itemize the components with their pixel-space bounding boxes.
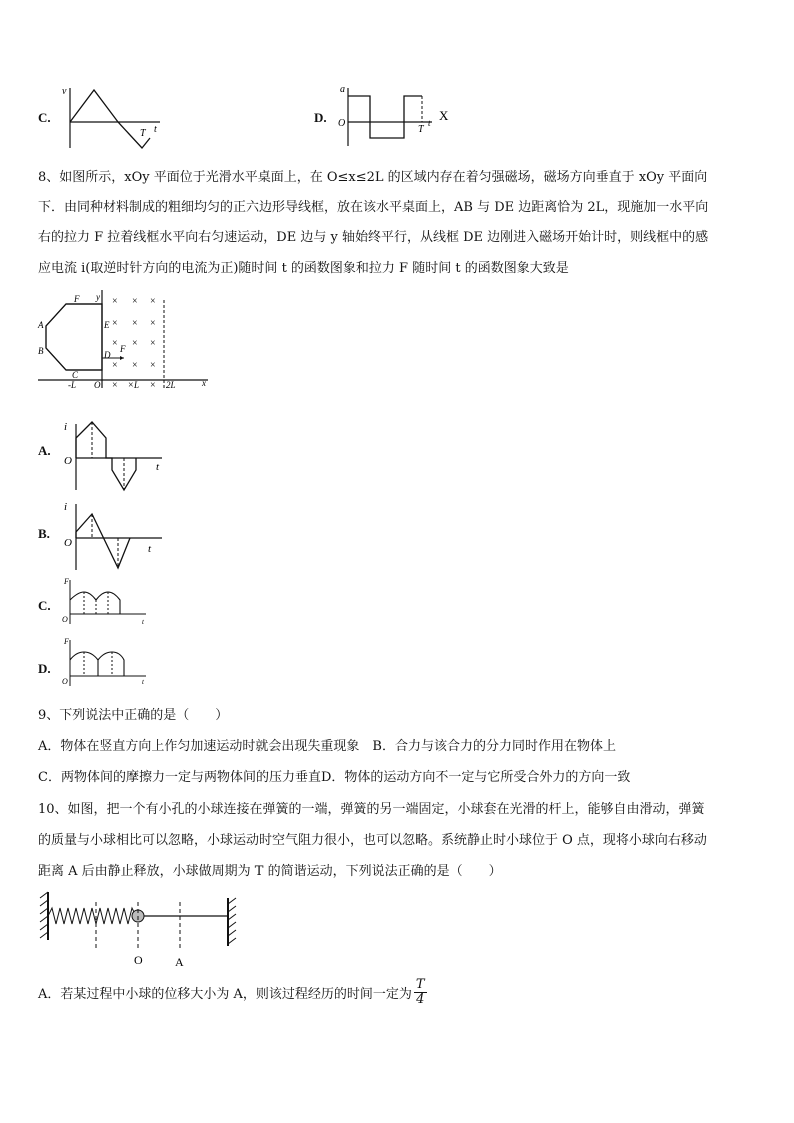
q10-option-a xyxy=(38,977,427,1009)
svg-text:×: × xyxy=(132,318,138,329)
q7c-x-axis-label: t xyxy=(154,124,157,135)
q9-options-row-2: C．两物体间的摩擦力一定与两物体间的压力垂直D．物体的运动方向不一定与它所受合外力的方向一致 xyxy=(38,770,631,785)
svg-text:×: × xyxy=(132,296,138,307)
q8-stem-line-1: 8、如图所示，xOy 平面位于光滑水平桌面上，在 O≤x≤2L 的区域内存在着匀强磁场，磁场方向垂直于 xOy 平面向 xyxy=(38,170,708,185)
svg-text:t: t xyxy=(156,461,160,473)
q8-option-b-label: B. xyxy=(38,526,50,541)
q7d-x-axis-label: t xyxy=(428,118,431,128)
svg-text:y: y xyxy=(96,292,100,302)
svg-text:×: × xyxy=(150,380,156,391)
svg-text:F: F xyxy=(64,577,69,586)
svg-text:F: F xyxy=(74,294,80,304)
q10-label-o: O xyxy=(134,953,143,967)
q8-option-d-graph xyxy=(58,636,158,690)
q8-stem-line-3: 右的拉力 F 拉着线框水平向右匀速运动，DE 边与 y 轴始终平行，从线框 DE 边刚进入磁场开始计时，则线框中的感 xyxy=(38,230,709,245)
svg-text:F: F xyxy=(120,344,126,354)
svg-text:O: O xyxy=(62,615,68,624)
svg-text:×: × xyxy=(112,318,118,329)
svg-text:×: × xyxy=(112,360,118,371)
q8-option-d-label: D. xyxy=(38,661,51,676)
q7d-origin-label: O xyxy=(338,118,346,129)
q7-graph-c xyxy=(60,82,170,154)
q8-option-b-graph xyxy=(58,498,170,574)
q10-label-a: A xyxy=(175,955,184,968)
q7c-t-mark: T xyxy=(140,128,146,139)
q7-graph-d xyxy=(336,80,456,152)
svg-text:×: × xyxy=(150,318,156,329)
svg-text:-L: -L xyxy=(68,380,77,390)
q10-stem-line-3: 距离 A 后由静止释放，小球做周期为 T 的简谐运动，下列说法正确的是（ ） xyxy=(38,864,502,879)
q8-option-c-label: C. xyxy=(38,598,51,613)
svg-text:L: L xyxy=(134,380,140,390)
q10-option-a-fraction: $\frac{T}{4}$ xyxy=(415,977,425,1007)
svg-text:t: t xyxy=(142,618,144,626)
q10-option-a-text: A．若某过程中小球的位移大小为 A，则该过程经历的时间一定为 xyxy=(38,987,412,1002)
q8-stem-line-4: 应电流 i(取逆时针方向的电流为正)随时间 t 的函数图象和拉力 F 随时间 t 的函数图象大致是 xyxy=(38,261,569,276)
q10-stem-line-1: 10、如图，把一个有小孔的小球连接在弹簧的一端，弹簧的另一端固定，小球套在光滑的杆上，能够自由滑动，弹簧 xyxy=(38,802,705,817)
svg-text:D: D xyxy=(104,350,111,360)
svg-text:x: x xyxy=(202,378,206,388)
q7d-extra-mark: X xyxy=(439,108,449,123)
svg-text:A: A xyxy=(38,320,44,330)
svg-text:C: C xyxy=(72,370,79,380)
q8-option-c-graph xyxy=(58,576,158,628)
q10-spring-figure xyxy=(38,888,248,968)
q7d-t-mark: T xyxy=(418,124,424,135)
svg-text:t: t xyxy=(148,543,152,555)
svg-text:i: i xyxy=(64,501,68,513)
q7d-y-axis-label: a xyxy=(340,84,345,95)
q8-hexagon-field-figure xyxy=(36,290,216,392)
q7-option-c-label: C. xyxy=(38,110,51,125)
svg-text:×: × xyxy=(150,360,156,371)
q8-option-a-label: A. xyxy=(38,443,51,458)
svg-text:×: × xyxy=(150,338,156,349)
svg-text:×: × xyxy=(112,380,118,391)
q10-stem-line-2: 的质量与小球相比可以忽略，小球运动时空气阻力很小，也可以忽略。系统静止时小球位于 O 点，现将小球向右移动 xyxy=(38,833,707,848)
svg-text:O: O xyxy=(94,380,101,390)
svg-text:O: O xyxy=(62,677,68,686)
q9-options-row-1: A．物体在竖直方向上作匀加速运动时就会出现失重现象 B．合力与该合力的分力同时作用在物体上 xyxy=(38,739,616,754)
svg-text:×: × xyxy=(112,338,118,349)
svg-text:×: × xyxy=(128,380,134,391)
svg-text:F: F xyxy=(64,637,69,646)
q8-stem-line-2: 下．由同种材料制成的粗细均匀的正六边形导线框，放在该水平桌面上，AB 与 DE 边距离恰为 2L，现施加一水平向 xyxy=(38,200,709,215)
svg-text:E: E xyxy=(104,320,110,330)
svg-text:×: × xyxy=(132,360,138,371)
q7-option-d-label: D. xyxy=(314,110,327,125)
svg-text:B: B xyxy=(38,346,44,356)
q8-field-crosses xyxy=(112,296,156,391)
svg-text:t: t xyxy=(142,678,144,686)
svg-text:2L: 2L xyxy=(166,380,176,390)
svg-text:×: × xyxy=(132,338,138,349)
svg-text:i: i xyxy=(64,421,68,433)
q7c-y-axis-label: v xyxy=(62,86,67,97)
svg-text:O: O xyxy=(64,537,72,549)
svg-text:O: O xyxy=(64,455,72,467)
q9-stem: 9、下列说法中正确的是（ ） xyxy=(38,708,229,723)
q8-option-a-graph xyxy=(58,418,170,494)
svg-text:×: × xyxy=(150,296,156,307)
svg-text:×: × xyxy=(112,296,118,307)
